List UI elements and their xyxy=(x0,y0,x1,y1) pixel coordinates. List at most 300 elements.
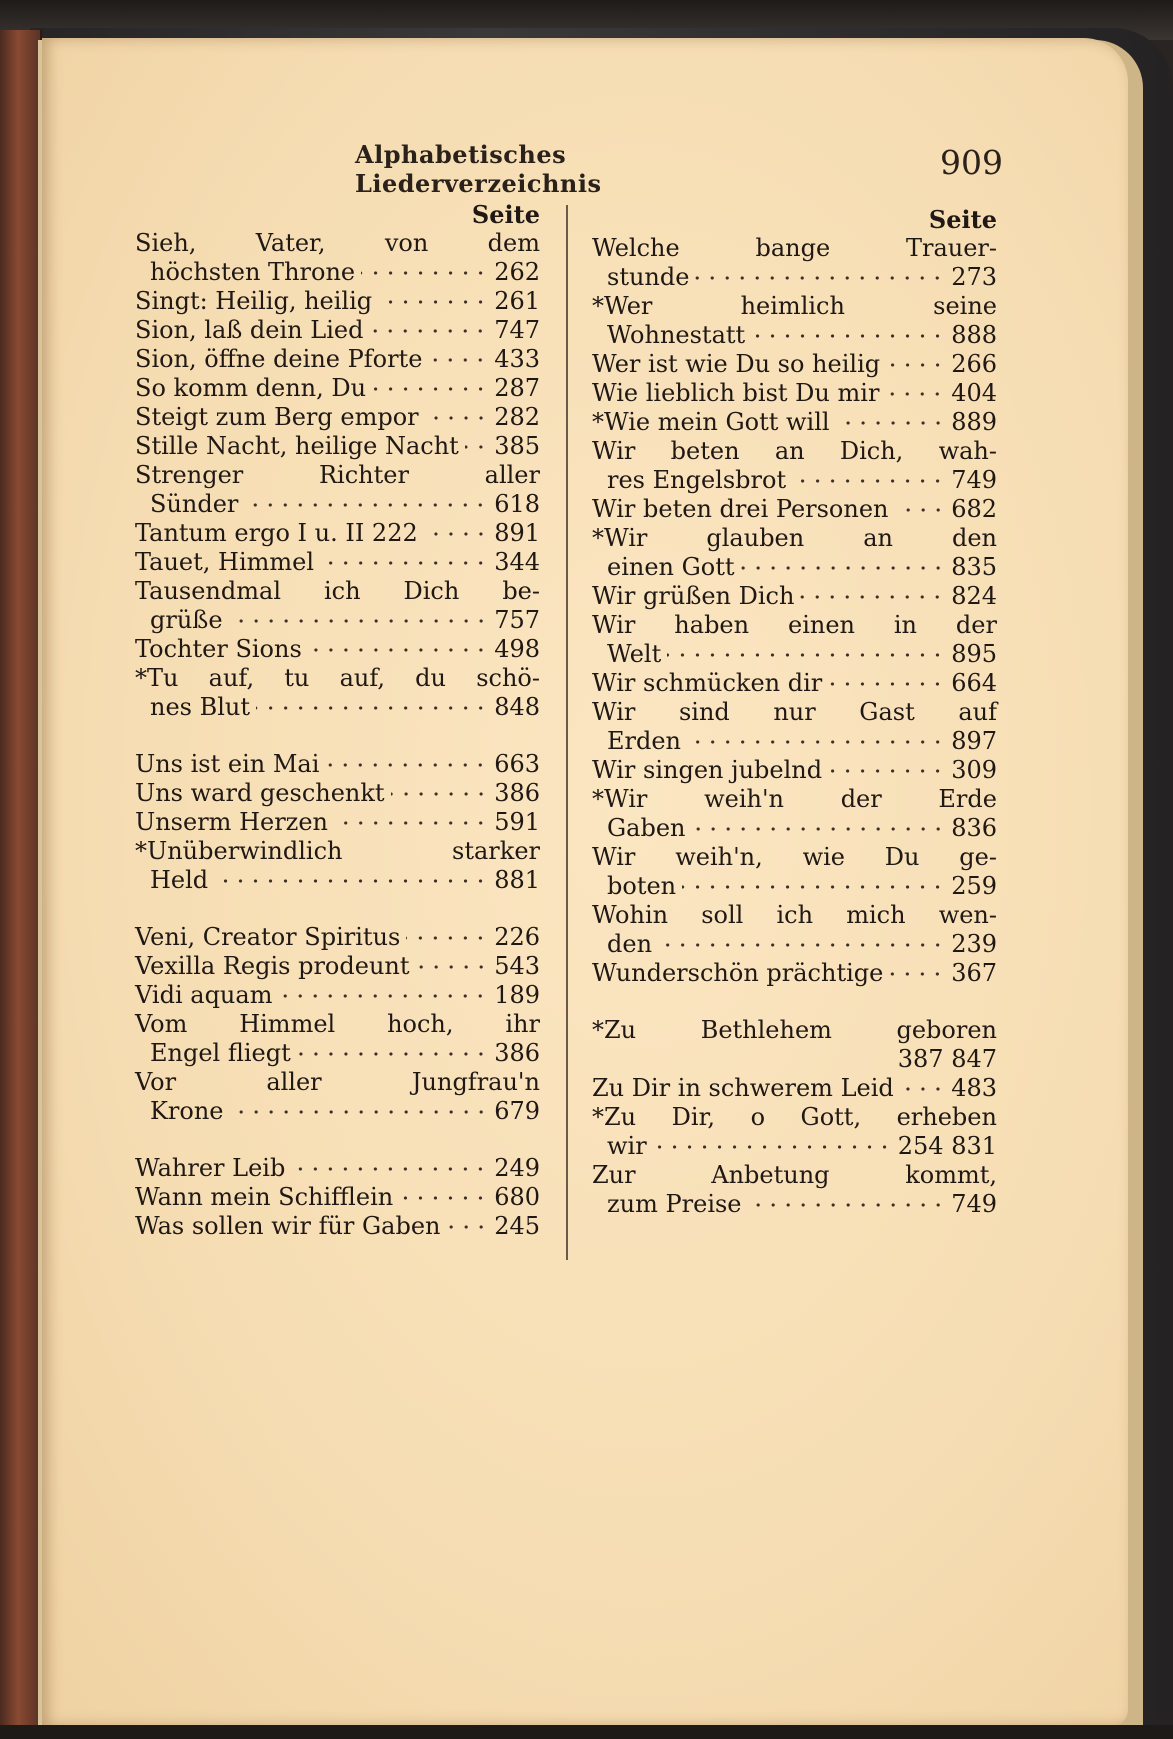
page-reference: 261 xyxy=(494,287,540,315)
entry-title: Wahrer Leib xyxy=(135,1154,286,1182)
word: haben xyxy=(674,611,750,639)
word: Vor xyxy=(135,1068,177,1096)
word: Dir, xyxy=(671,1103,716,1131)
entry-title-line xyxy=(592,785,997,814)
index-entry xyxy=(592,785,997,843)
word: mich xyxy=(846,901,906,929)
page-reference: 249 xyxy=(494,1154,540,1182)
entry-last-line xyxy=(135,316,540,345)
entry-last-line xyxy=(592,495,997,524)
entry-title: *Wie mein Gott will xyxy=(592,408,830,436)
page-reference: 749 xyxy=(951,1190,997,1218)
entry-last-line xyxy=(135,1097,540,1126)
page-reference: 835 xyxy=(951,553,997,581)
page-reference: 273 xyxy=(951,263,997,291)
page-reference: 498 xyxy=(494,635,540,663)
word: ich xyxy=(776,901,814,929)
page-reference: 682 xyxy=(951,495,997,523)
dot-leader xyxy=(653,1145,892,1149)
entry-title: Was sollen wir für Gaben xyxy=(135,1212,441,1240)
word: Dich, xyxy=(839,437,904,465)
index-entry xyxy=(135,1183,540,1212)
dot-leader xyxy=(391,792,489,796)
dot-leader xyxy=(465,445,488,449)
entry-last-line xyxy=(135,1212,540,1241)
entry-title: Sion, laß dein Lied xyxy=(135,316,364,344)
word: tu xyxy=(284,664,310,692)
index-entry xyxy=(592,292,997,350)
entry-title-line xyxy=(135,461,540,490)
entry-last-line xyxy=(592,553,997,582)
entry-last-line xyxy=(592,1190,997,1219)
word: wie xyxy=(802,843,845,871)
entry-last-line xyxy=(135,952,540,981)
page-reference: 889 xyxy=(951,408,997,436)
page-reference: 836 xyxy=(951,814,997,842)
index-entry xyxy=(592,495,997,524)
entry-last-line xyxy=(135,287,540,316)
page-reference: 663 xyxy=(494,750,540,778)
column-divider xyxy=(566,205,568,1260)
word: Trauer- xyxy=(905,234,997,262)
word: *Tu xyxy=(135,664,179,692)
entry-last-line xyxy=(135,923,540,952)
word: dem xyxy=(487,229,540,257)
word: starker xyxy=(452,837,540,865)
word: Jungfrau'n xyxy=(411,1068,540,1096)
word: glauben xyxy=(706,524,805,552)
word: aller xyxy=(484,461,540,489)
word: sind xyxy=(678,698,730,726)
page-reference: 848 xyxy=(494,693,540,721)
page-reference: 664 xyxy=(951,669,997,697)
index-entry xyxy=(135,432,540,461)
word: Du xyxy=(884,843,920,871)
word: Tausendmal xyxy=(135,577,281,605)
index-entry xyxy=(592,234,997,292)
word: den xyxy=(951,524,997,552)
word: bange xyxy=(755,234,831,262)
word: Wir xyxy=(592,843,636,871)
entry-last-line xyxy=(592,640,997,669)
index-entry xyxy=(592,698,997,756)
entry-title: Wunderschön prächtige xyxy=(592,959,884,987)
index-entry xyxy=(135,750,540,779)
entry-title-line xyxy=(592,1016,997,1045)
entry-title: Steigt zum Berg empor xyxy=(135,403,419,431)
section-gap xyxy=(592,988,997,1016)
index-entry xyxy=(592,408,997,437)
word: Erde xyxy=(938,785,997,813)
entry-title-line xyxy=(135,837,540,866)
entry-title: Sünder xyxy=(150,490,239,518)
section-gap xyxy=(135,722,540,750)
word: Welche xyxy=(592,234,680,262)
word: der xyxy=(955,611,997,639)
index-entry xyxy=(135,635,540,664)
page-reference: 266 xyxy=(951,350,997,378)
page-reference: 367 xyxy=(951,959,997,987)
dot-leader xyxy=(828,682,945,686)
entry-last-line xyxy=(135,635,540,664)
word: Anbetung xyxy=(711,1161,830,1189)
page-reference: 483 xyxy=(951,1074,997,1102)
entry-title: Tauet, Himmel xyxy=(135,548,315,576)
page-reference: 680 xyxy=(494,1183,540,1211)
entry-last-line xyxy=(592,379,997,408)
entry-title: Unserm Herzen xyxy=(135,808,328,836)
entry-last-line xyxy=(135,432,540,461)
word: schö- xyxy=(476,664,540,692)
entry-title: einen Gott xyxy=(607,553,735,581)
entry-last-line xyxy=(592,1074,997,1103)
entry-last-line xyxy=(135,345,540,374)
entry-title: Krone xyxy=(150,1097,224,1125)
index-entry xyxy=(592,959,997,988)
entry-last-line xyxy=(592,321,997,350)
page-reference: 385 xyxy=(494,432,540,460)
dot-leader xyxy=(230,1110,489,1114)
word: ihr xyxy=(505,1010,540,1038)
entry-last-line xyxy=(135,981,540,1010)
word: Zur xyxy=(592,1161,636,1189)
entry-title: Vidi aquam xyxy=(135,981,273,1009)
entry-title-line xyxy=(592,292,997,321)
word: Wir xyxy=(592,698,636,726)
index-entry xyxy=(135,229,540,287)
index-entry xyxy=(135,403,540,432)
dot-leader xyxy=(291,1167,488,1171)
word: aller xyxy=(266,1068,322,1096)
word: ich xyxy=(323,577,361,605)
word: *Wer xyxy=(592,292,653,320)
dot-leader xyxy=(406,936,488,940)
entry-last-line xyxy=(135,1183,540,1212)
entry-last-line xyxy=(135,403,540,432)
entry-title: Tantum ergo I u. II 222 xyxy=(135,519,418,547)
word: seine xyxy=(933,292,997,320)
dot-leader xyxy=(320,561,488,565)
word: Wir xyxy=(592,437,636,465)
page-reference: 259 xyxy=(951,872,997,900)
index-entry xyxy=(592,524,997,582)
index-entry xyxy=(135,1010,540,1068)
dot-leader xyxy=(751,334,945,338)
dot-leader xyxy=(886,363,945,367)
word: von xyxy=(384,229,429,257)
entry-last-line xyxy=(592,1045,997,1074)
entry-title-line xyxy=(135,577,540,606)
page-reference: 226 xyxy=(494,923,540,951)
word: hoch, xyxy=(387,1010,454,1038)
entry-title: Tochter Sions xyxy=(135,635,302,663)
index-entry xyxy=(135,981,540,1010)
page-reference: 543 xyxy=(494,952,540,980)
word: du xyxy=(415,664,446,692)
page-reference: 747 xyxy=(494,316,540,344)
page-reference: 891 xyxy=(494,519,540,547)
entry-title: Stille Nacht, heilige Nacht xyxy=(135,432,459,460)
dot-leader xyxy=(687,740,945,744)
dot-leader xyxy=(658,943,945,947)
word: nur xyxy=(773,698,816,726)
page-reference: 386 xyxy=(494,1039,540,1067)
entry-title: boten xyxy=(607,872,677,900)
word: an xyxy=(863,524,893,552)
word: Gott, xyxy=(800,1103,862,1131)
word: *Zu xyxy=(592,1103,637,1131)
dot-leader xyxy=(278,994,488,998)
book-spine-edge xyxy=(0,30,42,1730)
entry-title: Wer ist wie Du so heilig xyxy=(592,350,881,378)
dot-leader xyxy=(361,271,488,275)
index-entry xyxy=(592,1074,997,1103)
entry-title: Zu Dir in schwerem Leid xyxy=(592,1074,894,1102)
dot-leader xyxy=(613,1058,892,1062)
entry-last-line xyxy=(135,750,540,779)
entry-title: Gaben xyxy=(607,814,686,842)
word: ge- xyxy=(959,843,997,871)
dot-leader xyxy=(214,879,488,883)
word: Vater, xyxy=(255,229,326,257)
index-entry xyxy=(592,756,997,785)
index-entry xyxy=(135,577,540,635)
entry-last-line xyxy=(135,519,540,548)
entry-title: res Engelsbrot xyxy=(607,466,787,494)
entry-title: Vexilla Regis prodeunt xyxy=(135,952,410,980)
index-entry xyxy=(592,437,997,495)
word: geboren xyxy=(896,1016,997,1044)
page-reference: 404 xyxy=(951,379,997,407)
dot-leader xyxy=(667,653,945,657)
entry-title: Uns ward geschenkt xyxy=(135,779,385,807)
word: Vom xyxy=(135,1010,188,1038)
index-entry xyxy=(592,669,997,698)
dot-leader xyxy=(424,532,488,536)
entry-title: Singt: Heilig, heilig xyxy=(135,287,373,315)
word: wen- xyxy=(938,901,997,929)
index-entry xyxy=(592,582,997,611)
index-entry xyxy=(592,1016,997,1074)
entry-title: den xyxy=(607,930,653,958)
entry-title: So komm denn, Du xyxy=(135,374,367,402)
word: heimlich xyxy=(740,292,845,320)
word: Sieh, xyxy=(135,229,197,257)
index-entry xyxy=(135,779,540,808)
page-reference: 254 831 xyxy=(897,1132,997,1160)
page-reference: 433 xyxy=(494,345,540,373)
index-entry xyxy=(135,1068,540,1126)
entry-title-line xyxy=(135,229,540,258)
word: soll xyxy=(701,901,744,929)
word: *Wir xyxy=(592,785,648,813)
entry-title: Wann mein Schifflein xyxy=(135,1183,394,1211)
dot-leader xyxy=(425,416,489,420)
entry-title-line xyxy=(592,437,997,466)
entry-last-line xyxy=(135,374,540,403)
word: Wir xyxy=(592,611,636,639)
page-reference: 749 xyxy=(951,466,997,494)
word: *Unüberwindlich xyxy=(135,837,343,865)
dot-leader xyxy=(741,566,946,570)
entry-title-line xyxy=(592,1161,997,1190)
entry-title: wir xyxy=(607,1132,647,1160)
word: auf, xyxy=(339,664,385,692)
entry-title: Welt xyxy=(607,640,662,668)
word: *Wir xyxy=(592,524,648,552)
column-header-seite: Seite xyxy=(471,200,540,229)
entry-title: höchsten Throne xyxy=(150,258,356,286)
page-reference: 386 xyxy=(494,779,540,807)
dot-leader xyxy=(416,965,489,969)
entry-title: Engel fliegt xyxy=(150,1039,291,1067)
index-entry xyxy=(135,287,540,316)
page-reference: 888 xyxy=(951,321,997,349)
entry-title-line xyxy=(135,1068,540,1097)
index-entry xyxy=(592,350,997,379)
dot-leader xyxy=(428,358,488,362)
dot-leader xyxy=(885,392,945,396)
index-entry xyxy=(135,808,540,837)
entry-title-line xyxy=(592,611,997,640)
dot-leader xyxy=(244,503,488,507)
word: Strenger xyxy=(135,461,244,489)
page-reference: 897 xyxy=(951,727,997,755)
word: beten xyxy=(670,437,740,465)
running-header: Alphabetisches Liederverzeichnis xyxy=(355,140,602,198)
entry-last-line xyxy=(592,930,997,959)
entry-last-line xyxy=(135,866,540,895)
dot-leader xyxy=(399,1196,488,1200)
index-entry xyxy=(592,1161,997,1219)
dot-leader xyxy=(682,885,945,889)
entry-title: Veni, Creator Spiritus xyxy=(135,923,401,951)
entry-last-line xyxy=(592,872,997,901)
index-column-left xyxy=(135,200,540,1241)
page-reference: 591 xyxy=(494,808,540,836)
dot-leader xyxy=(900,1087,945,1091)
index-entry xyxy=(135,461,540,519)
index-entry xyxy=(135,548,540,577)
dot-leader xyxy=(836,421,946,425)
entry-title-line xyxy=(592,1103,997,1132)
dot-leader xyxy=(828,769,945,773)
entry-last-line xyxy=(135,258,540,287)
page-reference: 239 xyxy=(951,930,997,958)
entry-title: nes Blut xyxy=(150,693,251,721)
entry-last-line xyxy=(135,808,540,837)
dot-leader xyxy=(692,827,946,831)
dot-leader xyxy=(369,329,488,333)
entry-title: Wir singen jubelnd xyxy=(592,756,823,784)
entry-last-line xyxy=(592,263,997,292)
entry-title-line xyxy=(592,234,997,263)
entry-last-line xyxy=(135,1154,540,1183)
word: weih'n, xyxy=(675,843,763,871)
page-reference: 387 847 xyxy=(897,1045,997,1073)
page-reference: 189 xyxy=(494,981,540,1009)
index-entry xyxy=(135,316,540,345)
index-entry xyxy=(135,952,540,981)
page-reference: 679 xyxy=(494,1097,540,1125)
dot-leader xyxy=(256,706,488,710)
section-gap xyxy=(135,895,540,923)
index-entry xyxy=(135,1154,540,1183)
dot-leader xyxy=(895,508,946,512)
entry-title: Uns ist ein Mai xyxy=(135,750,320,778)
entry-title: Sion, öffne deine Pforte xyxy=(135,345,423,373)
entry-last-line xyxy=(135,548,540,577)
index-column-right xyxy=(592,205,997,1219)
entry-title: zum Preise xyxy=(607,1190,742,1218)
dot-leader xyxy=(308,648,488,652)
entry-title-line xyxy=(592,698,997,727)
entry-title-line xyxy=(592,524,997,553)
word: Wohin xyxy=(592,901,669,929)
page-reference: 881 xyxy=(494,866,540,894)
entry-last-line xyxy=(592,466,997,495)
word: einen xyxy=(787,611,855,639)
page-reference: 287 xyxy=(494,374,540,402)
dot-leader xyxy=(792,479,945,483)
entry-last-line xyxy=(592,756,997,785)
page-reference: 262 xyxy=(494,258,540,286)
index-entry xyxy=(135,374,540,403)
index-entry xyxy=(135,1212,540,1241)
entry-last-line xyxy=(592,582,997,611)
word: *Zu xyxy=(592,1016,637,1044)
entry-last-line xyxy=(592,669,997,698)
entry-last-line xyxy=(592,408,997,437)
entry-title: stunde xyxy=(607,263,690,291)
page-reference: 618 xyxy=(494,490,540,518)
section-gap xyxy=(135,1126,540,1154)
page-number: 909 xyxy=(940,143,1003,182)
entry-last-line xyxy=(135,1039,540,1068)
dot-leader xyxy=(748,1203,946,1207)
index-entry xyxy=(135,345,540,374)
index-entry xyxy=(135,923,540,952)
page-reference: 309 xyxy=(951,756,997,784)
entry-last-line xyxy=(592,727,997,756)
dot-leader xyxy=(889,972,945,976)
entry-last-line xyxy=(592,959,997,988)
word: in xyxy=(893,611,918,639)
word: weih'n xyxy=(704,785,785,813)
entry-last-line xyxy=(135,693,540,722)
word: Himmel xyxy=(239,1010,336,1038)
column-header-seite: Seite xyxy=(928,205,997,234)
page-reference: 757 xyxy=(494,606,540,634)
word: kommt, xyxy=(905,1161,997,1189)
word: be- xyxy=(502,577,540,605)
dot-leader xyxy=(372,387,488,391)
word: erheben xyxy=(896,1103,997,1131)
entry-title: Wir beten drei Personen xyxy=(592,495,889,523)
dot-leader xyxy=(334,821,488,825)
index-entry xyxy=(592,843,997,901)
page-reference: 344 xyxy=(494,548,540,576)
dot-leader xyxy=(800,595,945,599)
entry-title: Wir grüßen Dich xyxy=(592,582,795,610)
page-reference: 282 xyxy=(494,403,540,431)
dot-leader xyxy=(695,276,945,280)
word: o xyxy=(750,1103,766,1131)
word: Bethlehem xyxy=(700,1016,832,1044)
index-entry xyxy=(592,1103,997,1161)
dot-leader xyxy=(229,619,489,623)
entry-title-line xyxy=(592,901,997,930)
